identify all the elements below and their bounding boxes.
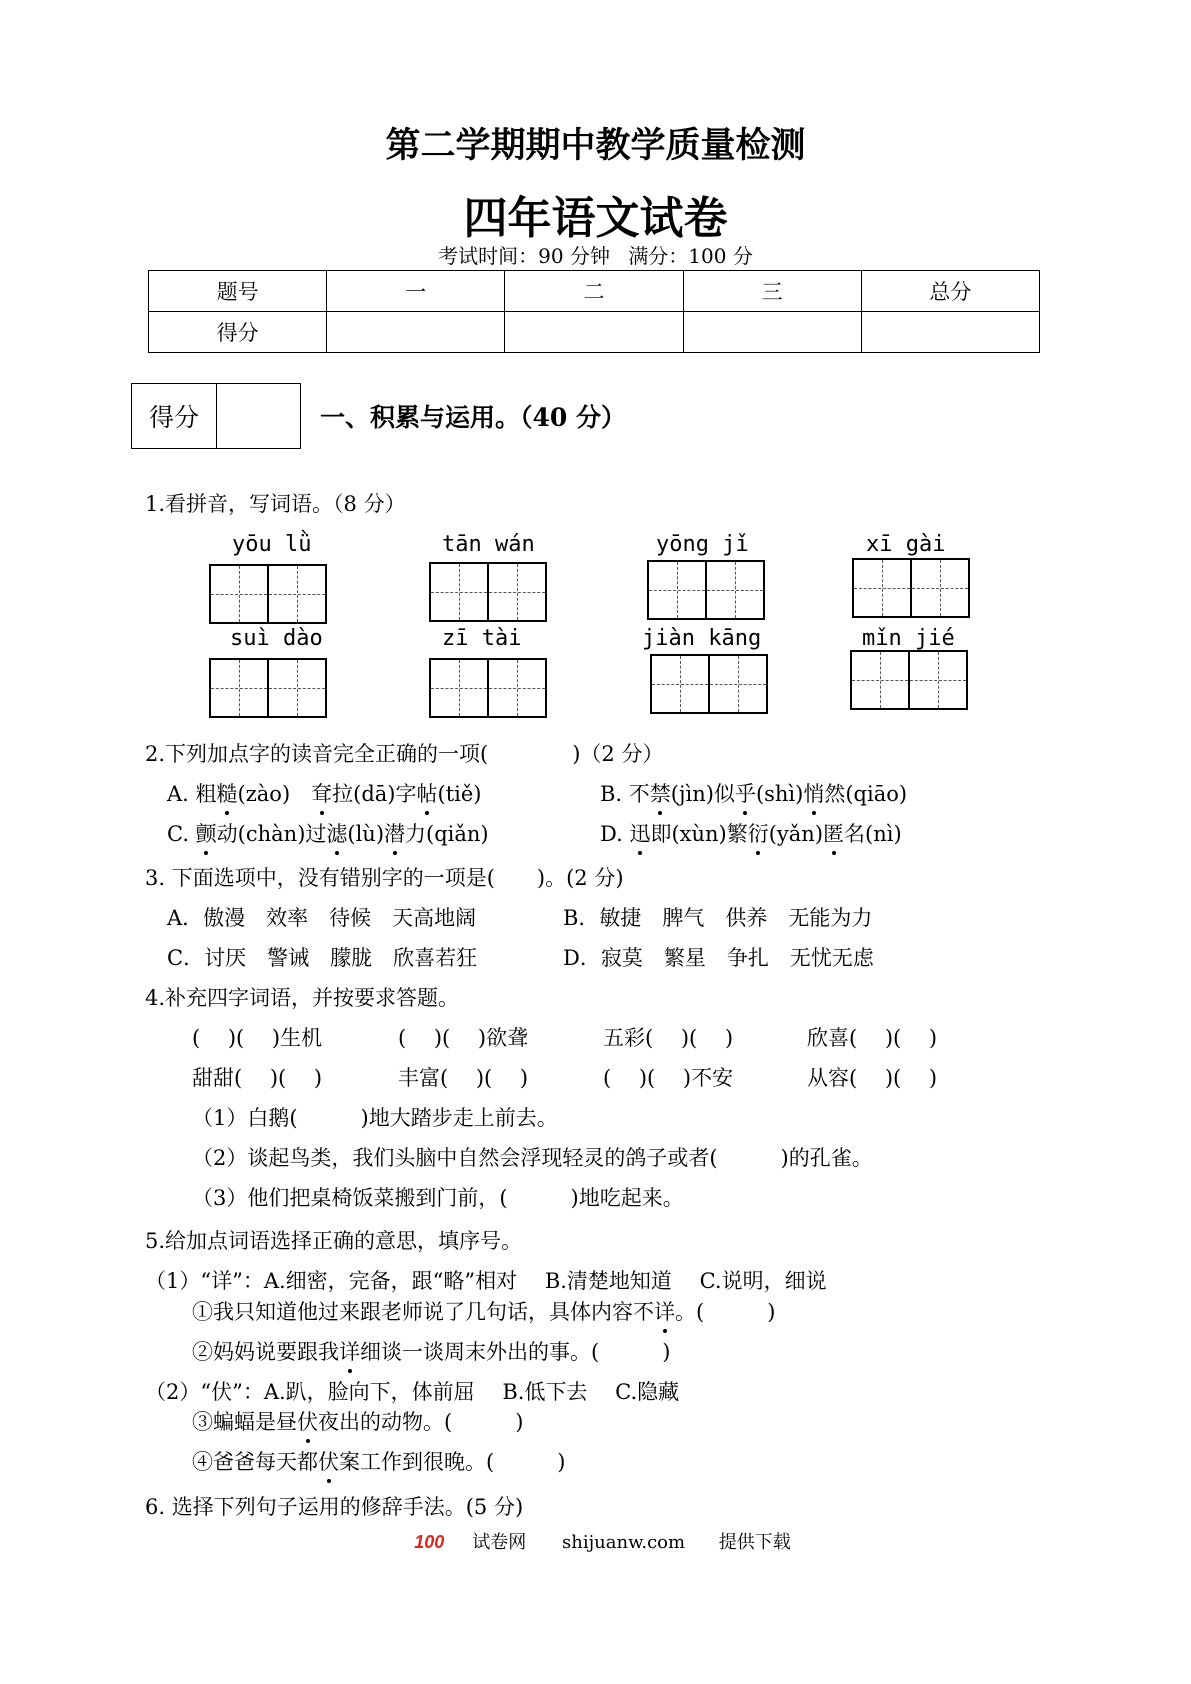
- question-4-title: 4.补充四字词语，并按要求答题。: [145, 986, 460, 1010]
- score-table-blank[interactable]: [861, 312, 1039, 353]
- writing-grid[interactable]: [429, 658, 545, 718]
- question-5-part-2: （2）“伏”：A.趴，脸向下，体前屈 B.低下去 C.隐藏: [145, 1380, 680, 1404]
- writing-grid[interactable]: [209, 658, 325, 718]
- writing-grid[interactable]: [647, 560, 763, 620]
- question-1-title: 1.看拼音，写词语。（8 分）: [145, 492, 406, 516]
- exam-time: 考试时间：90 分钟: [438, 244, 610, 268]
- question-5-sentence-1: ①我只知道他过来跟老师说了几句话，具体内容不详。( ): [192, 1296, 775, 1326]
- score-table-cell: 一: [327, 271, 505, 312]
- writing-grid[interactable]: [209, 564, 325, 624]
- exam-full-score: 满分：100 分: [628, 244, 753, 268]
- idiom-blank[interactable]: 从容( )( ): [807, 1066, 938, 1090]
- score-table-header-row: [149, 271, 1040, 312]
- section-score-blank[interactable]: [217, 384, 300, 448]
- score-table-cell: 总分: [861, 271, 1039, 312]
- section-score-label: 得分: [132, 384, 217, 448]
- page-footer: [0, 1528, 1191, 1554]
- exam-info: [0, 240, 1191, 269]
- pinyin-label: tān wán: [442, 532, 535, 557]
- question-3-option-d: D．寂莫 繁星 争扎 无忧无虑: [563, 946, 874, 970]
- pinyin-label: zī tài: [442, 626, 522, 651]
- question-5-sentence-2: ②妈妈说要跟我详细谈一谈周末外出的事。( ): [192, 1336, 670, 1366]
- pinyin-label: xī gài: [866, 532, 946, 557]
- score-table-cell: 题号: [149, 271, 327, 312]
- question-3-title: 3. 下面选项中，没有错别字的一项是( )。(2 分): [145, 866, 624, 890]
- exam-title: 第二学期期中教学质量检测: [385, 125, 806, 166]
- exam-subtitle: 四年语文试卷: [463, 193, 728, 244]
- writing-grid[interactable]: [852, 558, 968, 618]
- score-table-score-row: [149, 312, 1040, 353]
- score-table: [148, 270, 1040, 353]
- download-note: 提供下载: [718, 1532, 791, 1553]
- writing-grid[interactable]: [429, 562, 545, 622]
- idiom-blank[interactable]: ( )( )生机: [192, 1026, 323, 1050]
- score-table-cell: 得分: [149, 312, 327, 353]
- idiom-blank[interactable]: 丰富( )( ): [398, 1066, 529, 1090]
- pinyin-label: yōng jǐ: [656, 532, 749, 557]
- question-2-title: 2.下列加点字的读音完全正确的一项( )（2 分）: [145, 742, 664, 766]
- pinyin-label: suì dào: [230, 626, 323, 651]
- score-table-blank[interactable]: [327, 312, 505, 353]
- question-2-option-a: A. 粗糙(zào) 耷拉(dā)字帖(tiě): [167, 778, 481, 808]
- question-3-option-c: C．讨厌 警诫 朦胧 欣喜若狂: [167, 946, 478, 970]
- pinyin-label: yōu lǜ: [232, 532, 312, 557]
- question-2-option-b: B. 不禁(jìn)似乎(shì)悄然(qiāo): [600, 778, 907, 808]
- question-5-part-1: （1）“详”：A.细密，完备，跟“略”相对 B.清楚地知道 C.说明，细说: [145, 1269, 827, 1293]
- score-table-cell: 二: [505, 271, 683, 312]
- score-table-cell: 三: [683, 271, 861, 312]
- question-6-title: 6. 选择下列句子运用的修辞手法。(5 分): [145, 1495, 524, 1519]
- idiom-blank[interactable]: 五彩( )( ): [603, 1026, 734, 1050]
- question-4-sentence-1: （1）白鹅( )地大踏步走上前去。: [192, 1106, 558, 1130]
- site-url[interactable]: shijuanw.com: [561, 1532, 686, 1553]
- writing-grid[interactable]: [650, 654, 766, 714]
- idiom-blank[interactable]: ( )( )不安: [603, 1066, 734, 1090]
- question-4-sentence-2: （2）谈起鸟类，我们头脑中自然会浮现轻灵的鸽子或者( )的孔雀。: [192, 1146, 873, 1170]
- question-5-sentence-4: ④爸爸每天都伏案工作到很晚。( ): [192, 1446, 565, 1476]
- question-5-title: 5.给加点词语选择正确的意思，填序号。: [145, 1229, 523, 1253]
- pinyin-label: jiàn kāng: [642, 626, 762, 651]
- idiom-blank[interactable]: 甜甜( )( ): [192, 1066, 323, 1090]
- score-table-blank[interactable]: [683, 312, 861, 353]
- question-5-sentence-3: ③蝙蝠是昼伏夜出的动物。( ): [192, 1406, 523, 1436]
- question-3-option-a: A．傲漫 效率 待候 天高地阔: [167, 906, 477, 930]
- question-3-option-b: B．敏捷 脾气 供养 无能为力: [563, 906, 873, 930]
- question-4-sentence-3: （3）他们把桌椅饭菜搬到门前，( )地吃起来。: [192, 1186, 684, 1210]
- site-logo: 100: [414, 1532, 445, 1552]
- idiom-blank[interactable]: 欣喜( )( ): [807, 1026, 938, 1050]
- idiom-blank[interactable]: ( )( )欲聋: [398, 1026, 529, 1050]
- score-table-blank[interactable]: [505, 312, 683, 353]
- site-name: 试卷网: [472, 1532, 527, 1553]
- section-title: 一、积累与运用。（40 分）: [320, 403, 626, 432]
- section-score-box: [131, 383, 301, 449]
- question-2-option-d: D. 迅即(xùn)繁衍(yǎn)匿名(nì): [600, 818, 902, 848]
- pinyin-label: mǐn jié: [862, 626, 955, 651]
- question-2-option-c: C. 颤动(chàn)过滤(lù)潜力(qiǎn): [167, 818, 489, 848]
- writing-grid[interactable]: [850, 650, 966, 710]
